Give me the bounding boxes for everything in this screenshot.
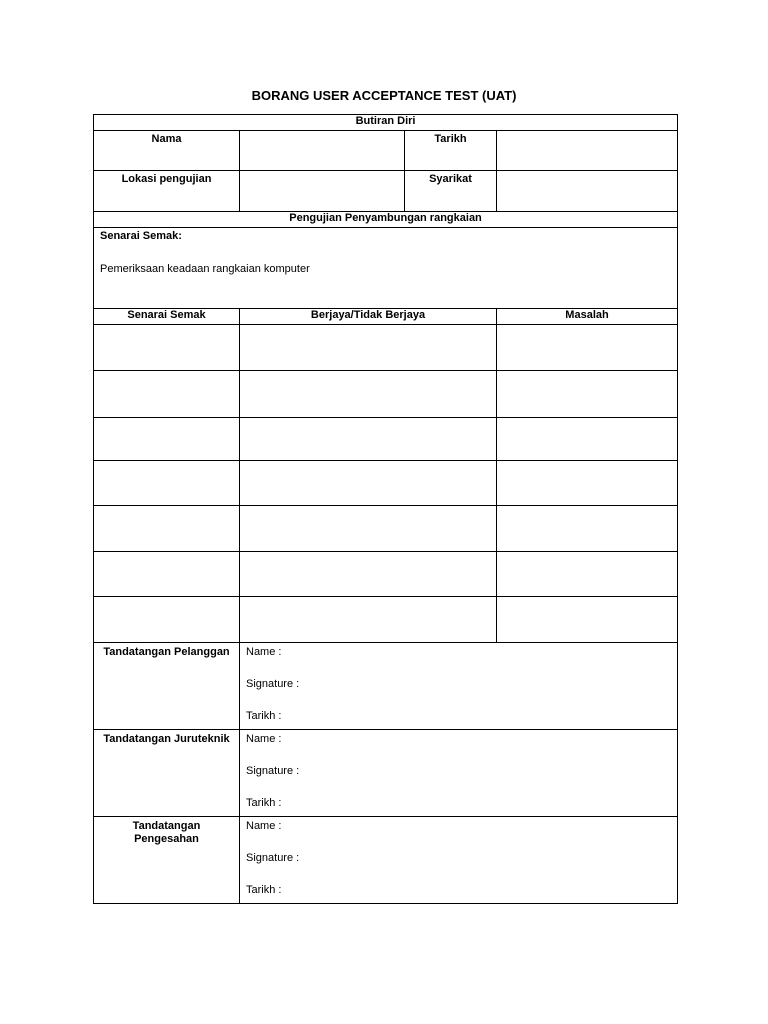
technician-signature-row (94, 730, 678, 817)
network-test-heading: Pengujian Penyambungan rangkaian (94, 212, 678, 228)
technician-signature-fields[interactable] (240, 730, 678, 817)
problem-cell[interactable] (497, 461, 678, 506)
name-field[interactable] (240, 131, 405, 171)
problem-cell[interactable] (497, 418, 678, 461)
table-row (94, 552, 678, 597)
checklist-cell[interactable] (94, 597, 240, 643)
table-row (94, 418, 678, 461)
date-field-label: Tarikh : (246, 710, 282, 722)
date-field-label: Tarikh : (246, 797, 282, 809)
column-header-problem: Masalah (497, 309, 678, 325)
name-field-label: Name : (246, 733, 282, 745)
company-label: Syarikat (405, 171, 497, 212)
status-cell[interactable] (240, 597, 497, 643)
problem-cell[interactable] (497, 325, 678, 371)
approval-signature-fields[interactable] (240, 817, 678, 904)
company-field[interactable] (497, 171, 678, 212)
personal-details-heading: Butiran Diri (94, 115, 678, 131)
name-field-label: Name : (246, 646, 282, 658)
problem-cell[interactable] (497, 597, 678, 643)
checklist-cell[interactable] (94, 461, 240, 506)
status-cell[interactable] (240, 325, 497, 371)
date-label: Tarikh (405, 131, 497, 171)
table-row (94, 506, 678, 552)
name-label: Nama (94, 131, 240, 171)
checklist-box (94, 228, 678, 309)
problem-cell[interactable] (497, 371, 678, 418)
status-cell[interactable] (240, 552, 497, 597)
customer-signature-label: Tandatangan Pelanggan (94, 643, 240, 730)
table-row (94, 371, 678, 418)
location-label: Lokasi pengujian (94, 171, 240, 212)
signature-field-label: Signature : (246, 678, 300, 690)
column-header-status: Berjaya/Tidak Berjaya (240, 309, 497, 325)
name-field-label: Name : (246, 820, 282, 832)
column-header-checklist: Senarai Semak (94, 309, 240, 325)
table-row (94, 597, 678, 643)
signature-field-label: Signature : (246, 765, 300, 777)
status-cell[interactable] (240, 461, 497, 506)
problem-cell[interactable] (497, 506, 678, 552)
approval-label-line2: Pengesahan (134, 833, 199, 845)
checklist-title: Senarai Semak: (100, 230, 182, 242)
status-cell[interactable] (240, 506, 497, 552)
checklist-item: Pemeriksaan keadaan rangkaian komputer (100, 263, 310, 275)
technician-signature-label: Tandatangan Juruteknik (94, 730, 240, 817)
approval-signature-label (94, 817, 240, 904)
approval-signature-row (94, 817, 678, 904)
table-row (94, 325, 678, 371)
customer-signature-fields[interactable] (240, 643, 678, 730)
approval-label-line1: Tandatangan (132, 820, 201, 832)
location-field[interactable] (240, 171, 405, 212)
customer-signature-row (94, 643, 678, 730)
table-row (94, 461, 678, 506)
status-cell[interactable] (240, 371, 497, 418)
date-field[interactable] (497, 131, 678, 171)
uat-form-table (93, 114, 678, 904)
checklist-cell[interactable] (94, 325, 240, 371)
signature-field-label: Signature : (246, 852, 300, 864)
checklist-cell[interactable] (94, 418, 240, 461)
checklist-cell[interactable] (94, 506, 240, 552)
checklist-cell[interactable] (94, 552, 240, 597)
problem-cell[interactable] (497, 552, 678, 597)
document-title: BORANG USER ACCEPTANCE TEST (UAT) (251, 88, 517, 103)
status-cell[interactable] (240, 418, 497, 461)
date-field-label: Tarikh : (246, 884, 282, 896)
checklist-cell[interactable] (94, 371, 240, 418)
